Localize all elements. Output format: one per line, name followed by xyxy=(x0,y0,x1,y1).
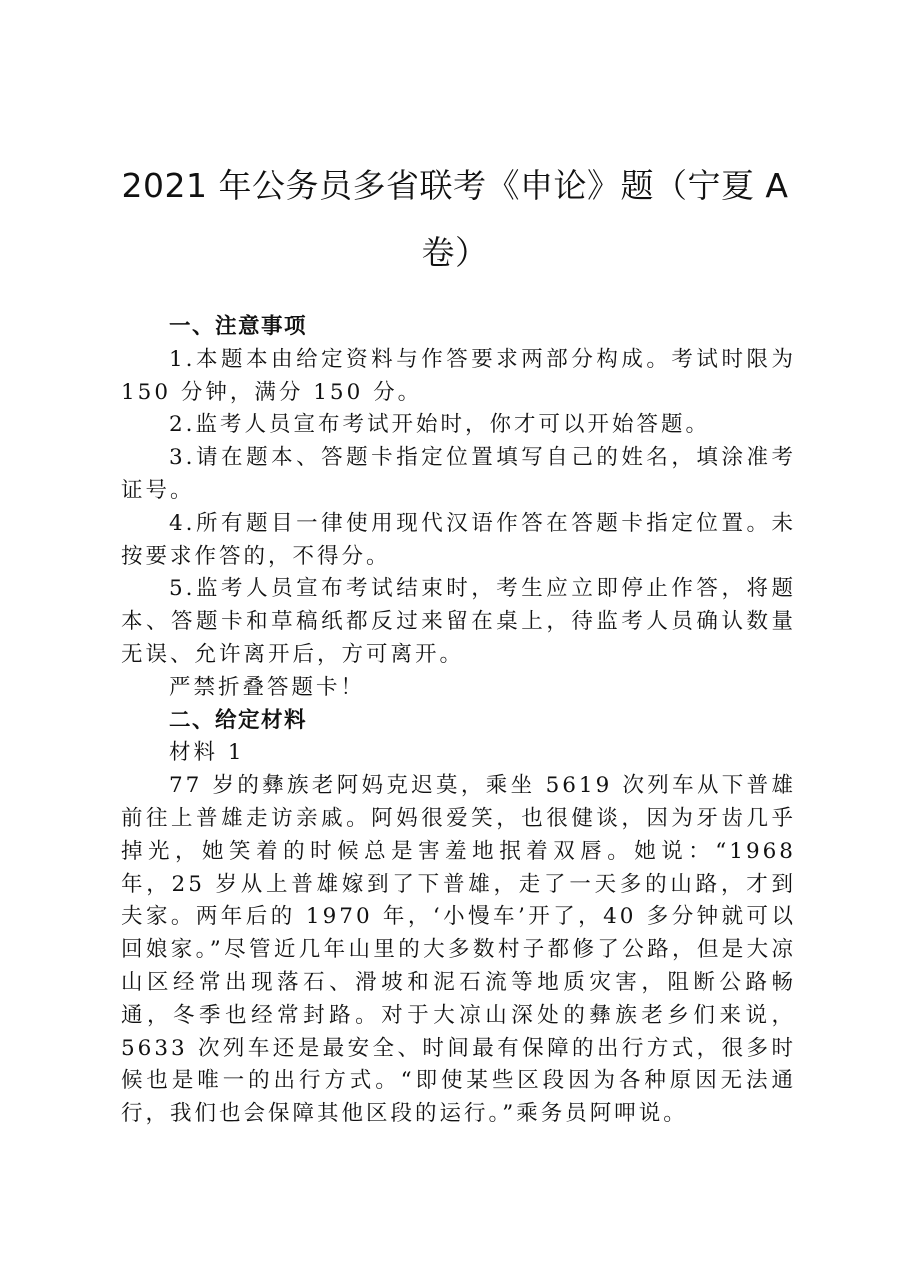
notes-item-2: 2.监考人员宣布考试开始时，你才可以开始答题。 xyxy=(169,412,711,438)
notes-item-4: 4.所有题目一律使用现代汉语作答在答题卡指定位置。未按要求作答的，不得分。 xyxy=(121,510,796,569)
section-heading-notes: 一、注意事项 xyxy=(169,314,308,339)
material-label: 材料 1 xyxy=(169,740,245,766)
section-heading-materials: 二、给定材料 xyxy=(169,707,308,733)
notes-item-5: 5.监考人员宣布考试结束时，考生应立即停止作答，将题本、答题卡和草稿纸都反过来留在桌上，待监考人员确认数量无误、允许离开后，方可离开。 xyxy=(121,576,796,667)
document-body xyxy=(121,311,796,1131)
notes-item-1: 1.本题本由给定资料与作答要求两部分构成。考试时限为 150 分钟，满分 150 分。 xyxy=(121,346,796,405)
notes-item-3: 3.请在题本、答题卡指定位置填写自己的姓名，填涂准考证号。 xyxy=(121,445,796,503)
material-1-paragraph: 77 岁的彝族老阿妈克迟莫，乘坐 5619 次列车从下普雄前往上普雄走访亲戚。阿妈很爱笑，也很健谈，因为牙齿几乎掉光，她笑着的时候总是害羞地抿着双唇。她说：“1968 年，25 岁从上普雄嫁到了下普雄，走了一天多的山路，才到夫家。两年后的 1970 年，‘小慢车’开了，40 多分钟就可以回娘家。”尽管近几年山里的大多数村子都修了公路，但是大凉山区经常出现落石、滑坡和泥石流等地质灾害，阻断公路畅通，冬季也经常封路。对于大凉山深处的彝族老乡们来说，5633 次列车还是最安全、时间最有保障的出行方式，很多时候也是唯一的出行方式。“即使某些区段因为各种原因无法通行，我们也会保障其他区段的运行。”乘务员阿呷说。 xyxy=(121,773,796,1127)
document-title: 2021 年公务员多省联考《申论》题（宁夏 A 卷） xyxy=(121,166,789,272)
notes-warning: 严禁折叠答题卡！ xyxy=(169,674,366,700)
